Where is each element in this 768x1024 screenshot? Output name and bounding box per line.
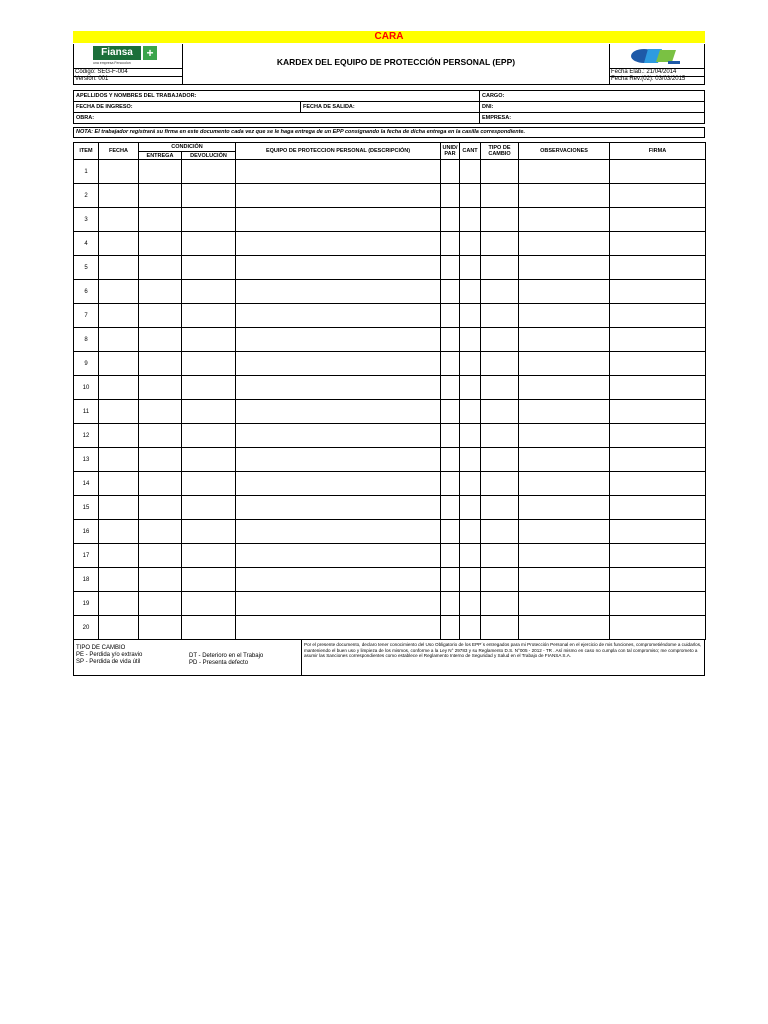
table-row — [74, 424, 706, 448]
table-row — [74, 448, 706, 472]
nota-text: NOTA: El trabajador registrará su firma en este documento cada vez que se le haga entrega de un EPP consignando la fecha de dicha entrega en la casilla correspondiente. — [73, 127, 705, 138]
unid-cell[interactable] — [441, 208, 460, 232]
devolucion-cell[interactable] — [182, 304, 236, 328]
entrega-cell[interactable] — [139, 352, 182, 376]
unid-cell[interactable] — [441, 352, 460, 376]
tipo-cell[interactable] — [481, 568, 519, 592]
devolucion-cell[interactable] — [182, 208, 236, 232]
equipo-cell[interactable] — [236, 592, 441, 616]
item-number: 1 — [74, 160, 99, 184]
entrega-cell[interactable] — [139, 280, 182, 304]
empresa-label[interactable]: EMPRESA: — [482, 115, 512, 121]
fecha-cell[interactable] — [99, 496, 139, 520]
equipo-cell[interactable] — [236, 184, 441, 208]
table-row — [74, 184, 706, 208]
entrega-cell[interactable] — [139, 400, 182, 424]
tipo-cell[interactable] — [481, 304, 519, 328]
devolucion-cell[interactable] — [182, 160, 236, 184]
tipo-cell[interactable] — [481, 472, 519, 496]
cant-cell[interactable] — [460, 208, 481, 232]
item-number: 20 — [74, 616, 99, 640]
firma-cell[interactable] — [610, 280, 706, 304]
kardex-form — [73, 31, 705, 676]
firma-cell[interactable] — [610, 544, 706, 568]
worker-info — [73, 90, 705, 124]
fecha-rev-text: Fecha Rev.(02): 03/03/2015 — [611, 76, 686, 82]
observaciones-cell[interactable] — [519, 592, 610, 616]
observaciones-cell[interactable] — [519, 160, 610, 184]
firma-cell[interactable] — [610, 232, 706, 256]
table-row — [74, 616, 706, 640]
item-number: 2 — [74, 184, 99, 208]
fecha-cell[interactable] — [99, 400, 139, 424]
equipo-cell[interactable] — [236, 568, 441, 592]
table-row — [74, 544, 706, 568]
equipo-cell[interactable] — [236, 352, 441, 376]
devolucion-cell[interactable] — [182, 424, 236, 448]
devolucion-cell[interactable] — [182, 496, 236, 520]
fecha-cell[interactable] — [99, 568, 139, 592]
fecha-cell[interactable] — [99, 448, 139, 472]
fiansa-logo-tagline: una empresa Fenocolon — [93, 61, 131, 65]
cant-cell[interactable] — [460, 424, 481, 448]
devolucion-cell[interactable] — [182, 568, 236, 592]
fecha-cell[interactable] — [99, 592, 139, 616]
fecha-salida-label[interactable]: FECHA DE SALIDA: — [303, 104, 355, 110]
observaciones-cell[interactable] — [519, 400, 610, 424]
fecha-cell[interactable] — [99, 256, 139, 280]
header-fecha: FECHA — [99, 143, 139, 160]
observaciones-cell[interactable] — [519, 520, 610, 544]
unid-cell[interactable] — [441, 496, 460, 520]
table-row — [74, 232, 706, 256]
entrega-cell[interactable] — [139, 616, 182, 640]
devolucion-cell[interactable] — [182, 544, 236, 568]
equipo-cell[interactable] — [236, 472, 441, 496]
observaciones-cell[interactable] — [519, 424, 610, 448]
firma-cell[interactable] — [610, 304, 706, 328]
unid-cell[interactable] — [441, 424, 460, 448]
unid-cell[interactable] — [441, 280, 460, 304]
codigo-text: Código: SEG-F-004 — [75, 69, 128, 75]
observaciones-cell[interactable] — [519, 184, 610, 208]
tipo-cell[interactable] — [481, 400, 519, 424]
dni-label[interactable]: DNI: — [482, 104, 494, 110]
header-cant: CANT — [460, 143, 481, 160]
cant-cell[interactable] — [460, 520, 481, 544]
header-equipo: EQUIPO DE PROTECCION PERSONAL (DESCRIPCIÓN) — [236, 143, 441, 160]
info-row — [74, 113, 704, 123]
unid-cell[interactable] — [441, 544, 460, 568]
tipo-cell[interactable] — [481, 184, 519, 208]
epp-table — [73, 142, 706, 640]
fecha-ingreso-label[interactable]: FECHA DE INGRESO: — [76, 104, 133, 110]
fecha-cell[interactable] — [99, 280, 139, 304]
unid-cell[interactable] — [441, 616, 460, 640]
firma-cell[interactable] — [610, 496, 706, 520]
devolucion-cell[interactable] — [182, 328, 236, 352]
observaciones-cell[interactable] — [519, 208, 610, 232]
form-title: KARDEX DEL EQUIPO DE PROTECCIÓN PERSONAL (EPP) — [276, 57, 516, 67]
fecha-cell[interactable] — [99, 304, 139, 328]
cant-cell[interactable] — [460, 496, 481, 520]
item-number: 11 — [74, 400, 99, 424]
table-row — [74, 160, 706, 184]
firma-cell[interactable] — [610, 184, 706, 208]
firma-cell[interactable] — [610, 352, 706, 376]
item-number: 6 — [74, 280, 99, 304]
cant-cell[interactable] — [460, 448, 481, 472]
devolucion-cell[interactable] — [182, 400, 236, 424]
equipo-cell[interactable] — [236, 616, 441, 640]
fecha-elab-text: Fecha Elab.: 21/04/2014 — [611, 69, 677, 75]
observaciones-cell[interactable] — [519, 232, 610, 256]
cant-cell[interactable] — [460, 160, 481, 184]
equipo-cell[interactable] — [236, 328, 441, 352]
unid-cell[interactable] — [441, 520, 460, 544]
tipo-cell[interactable] — [481, 160, 519, 184]
entrega-cell[interactable] — [139, 232, 182, 256]
devolucion-cell[interactable] — [182, 184, 236, 208]
cant-cell[interactable] — [460, 400, 481, 424]
item-number: 17 — [74, 544, 99, 568]
observaciones-cell[interactable] — [519, 304, 610, 328]
tipo-cell[interactable] — [481, 352, 519, 376]
table-row — [74, 472, 706, 496]
equipo-cell[interactable] — [236, 448, 441, 472]
unid-cell[interactable] — [441, 160, 460, 184]
fecha-cell[interactable] — [99, 208, 139, 232]
version-text: Versión: 001 — [75, 76, 109, 82]
devolucion-cell[interactable] — [182, 472, 236, 496]
table-row — [74, 280, 706, 304]
firma-cell[interactable] — [610, 160, 706, 184]
fecha-cell[interactable] — [99, 184, 139, 208]
tipo-cell[interactable] — [481, 496, 519, 520]
header-tipo: TIPO DE CAMBIO — [481, 143, 519, 160]
fecha-cell[interactable] — [99, 328, 139, 352]
unid-cell[interactable] — [441, 592, 460, 616]
unid-cell[interactable] — [441, 376, 460, 400]
tipo-cell[interactable] — [481, 592, 519, 616]
firma-cell[interactable] — [610, 256, 706, 280]
fecha-cell[interactable] — [99, 352, 139, 376]
legend-pd: PD - Presenta defecto — [189, 660, 249, 666]
table-row — [74, 376, 706, 400]
devolucion-cell[interactable] — [182, 616, 236, 640]
devolucion-cell[interactable] — [182, 376, 236, 400]
observaciones-cell[interactable] — [519, 616, 610, 640]
cant-cell[interactable] — [460, 616, 481, 640]
tipo-cell[interactable] — [481, 616, 519, 640]
devolucion-cell[interactable] — [182, 280, 236, 304]
unid-cell[interactable] — [441, 448, 460, 472]
table-row — [74, 496, 706, 520]
obra-label[interactable]: OBRA: — [76, 115, 95, 121]
equipo-cell[interactable] — [236, 256, 441, 280]
equipo-cell[interactable] — [236, 304, 441, 328]
cant-cell[interactable] — [460, 544, 481, 568]
table-row — [74, 304, 706, 328]
table-row — [74, 520, 706, 544]
devolucion-cell[interactable] — [182, 448, 236, 472]
firma-cell[interactable] — [610, 520, 706, 544]
table-row — [74, 592, 706, 616]
firma-cell[interactable] — [610, 568, 706, 592]
entrega-cell[interactable] — [139, 304, 182, 328]
item-number: 7 — [74, 304, 99, 328]
entrega-cell[interactable] — [139, 208, 182, 232]
equipo-cell[interactable] — [236, 160, 441, 184]
cara-banner: CARA — [73, 31, 705, 43]
unid-cell[interactable] — [441, 304, 460, 328]
tipo-cell[interactable] — [481, 424, 519, 448]
tipo-cell[interactable] — [481, 208, 519, 232]
firma-cell[interactable] — [610, 472, 706, 496]
unid-cell[interactable] — [441, 232, 460, 256]
cant-cell[interactable] — [460, 232, 481, 256]
unid-cell[interactable] — [441, 568, 460, 592]
firma-cell[interactable] — [610, 376, 706, 400]
cant-cell[interactable] — [460, 256, 481, 280]
entrega-cell[interactable] — [139, 376, 182, 400]
table-row — [74, 352, 706, 376]
observaciones-cell[interactable] — [519, 568, 610, 592]
legend-title: TIPO DE CAMBIO — [76, 645, 126, 651]
observaciones-cell[interactable] — [519, 280, 610, 304]
equipo-cell[interactable] — [236, 424, 441, 448]
tl-company-logo-icon — [622, 46, 684, 66]
firma-cell[interactable] — [610, 328, 706, 352]
observaciones-cell[interactable] — [519, 328, 610, 352]
tipo-cell[interactable] — [481, 328, 519, 352]
header-observaciones: OBSERVACIONES — [519, 143, 610, 160]
firma-cell[interactable] — [610, 616, 706, 640]
firma-cell[interactable] — [610, 424, 706, 448]
cant-cell[interactable] — [460, 304, 481, 328]
entrega-cell[interactable] — [139, 448, 182, 472]
observaciones-cell[interactable] — [519, 496, 610, 520]
equipo-cell[interactable] — [236, 376, 441, 400]
info-row — [74, 102, 704, 113]
unid-cell[interactable] — [441, 400, 460, 424]
tipo-cell[interactable] — [481, 520, 519, 544]
header-devolucion: DEVOLUCIÓN — [182, 152, 236, 160]
equipo-cell[interactable] — [236, 544, 441, 568]
unid-cell[interactable] — [441, 328, 460, 352]
devolucion-cell[interactable] — [182, 352, 236, 376]
observaciones-cell[interactable] — [519, 472, 610, 496]
unid-cell[interactable] — [441, 472, 460, 496]
observaciones-cell[interactable] — [519, 256, 610, 280]
devolucion-cell[interactable] — [182, 520, 236, 544]
fiansa-logo-word: Fiansa — [93, 46, 141, 60]
observaciones-cell[interactable] — [519, 544, 610, 568]
entrega-cell[interactable] — [139, 424, 182, 448]
legend-pe: PE - Perdida y/o extravio — [76, 652, 143, 658]
observaciones-cell[interactable] — [519, 376, 610, 400]
header-unid: UNID/ PAR — [441, 143, 460, 160]
observaciones-cell[interactable] — [519, 448, 610, 472]
entrega-cell[interactable] — [139, 256, 182, 280]
header-condicion: CONDICIÓN — [139, 143, 236, 152]
cant-cell[interactable] — [460, 352, 481, 376]
entrega-cell[interactable] — [139, 184, 182, 208]
table-body — [74, 160, 706, 640]
table-row — [74, 568, 706, 592]
entrega-cell[interactable] — [139, 328, 182, 352]
devolucion-cell[interactable] — [182, 256, 236, 280]
fecha-cell[interactable] — [99, 520, 139, 544]
firma-cell[interactable] — [610, 592, 706, 616]
tipo-cell[interactable] — [481, 448, 519, 472]
equipo-cell[interactable] — [236, 208, 441, 232]
item-number: 12 — [74, 424, 99, 448]
item-number: 14 — [74, 472, 99, 496]
firma-cell[interactable] — [610, 400, 706, 424]
cant-cell[interactable] — [460, 592, 481, 616]
fecha-cell[interactable] — [99, 616, 139, 640]
cant-cell[interactable] — [460, 376, 481, 400]
item-number: 10 — [74, 376, 99, 400]
devolucion-cell[interactable] — [182, 232, 236, 256]
item-number: 9 — [74, 352, 99, 376]
unid-cell[interactable] — [441, 184, 460, 208]
equipo-cell[interactable] — [236, 232, 441, 256]
entrega-cell[interactable] — [139, 472, 182, 496]
entrega-cell[interactable] — [139, 496, 182, 520]
fecha-cell[interactable] — [99, 232, 139, 256]
declaration-text: Por el presente documento, declaro tener conocimiento del Uso Obligatorio de los EPP´s entregados para mi Protección Personal en el ejercicio de mis funciones, comprometiéndome a cuidarlos, manteniendo el buen uso y limpieza de los mismos, conforme a la Ley N° 29783 y su Reglamento D.S. N°005 - 2012 - TR . Así mismo en caso no cumpla con tal compromiso; me comprometo a asumir las Sanciones correspondientes como establece el Reglamento Interno de Seguridad y Salud en el Trabajo de FIANSA S.A. — [301, 640, 704, 675]
entrega-cell[interactable] — [139, 160, 182, 184]
firma-cell[interactable] — [610, 208, 706, 232]
header-firma: FIRMA — [610, 143, 706, 160]
item-number: 16 — [74, 520, 99, 544]
tipo-cell[interactable] — [481, 256, 519, 280]
header-entrega: ENTREGA — [139, 152, 182, 160]
table-row — [74, 328, 706, 352]
plus-icon: + — [143, 46, 157, 60]
entrega-cell[interactable] — [139, 520, 182, 544]
tipo-cell[interactable] — [481, 376, 519, 400]
item-number: 15 — [74, 496, 99, 520]
cant-cell[interactable] — [460, 184, 481, 208]
cant-cell[interactable] — [460, 568, 481, 592]
tipo-cell[interactable] — [481, 544, 519, 568]
fecha-cell[interactable] — [99, 376, 139, 400]
table-row — [74, 400, 706, 424]
cant-cell[interactable] — [460, 328, 481, 352]
entrega-cell[interactable] — [139, 544, 182, 568]
header-left-block — [74, 44, 183, 84]
info-row — [74, 91, 704, 102]
tipo-cell[interactable] — [481, 232, 519, 256]
equipo-cell[interactable] — [236, 496, 441, 520]
entrega-cell[interactable] — [139, 592, 182, 616]
item-number: 13 — [74, 448, 99, 472]
fecha-cell[interactable] — [99, 472, 139, 496]
legend-sp: SP - Perdida de vida útil — [76, 659, 141, 665]
item-number: 4 — [74, 232, 99, 256]
entrega-cell[interactable] — [139, 568, 182, 592]
firma-cell[interactable] — [610, 448, 706, 472]
item-number: 5 — [74, 256, 99, 280]
form-header — [73, 44, 705, 85]
cant-cell[interactable] — [460, 472, 481, 496]
item-number: 18 — [74, 568, 99, 592]
fiansa-logo — [92, 45, 156, 67]
table-row — [74, 208, 706, 232]
cant-cell[interactable] — [460, 280, 481, 304]
fecha-cell[interactable] — [99, 424, 139, 448]
item-number: 3 — [74, 208, 99, 232]
item-number: 8 — [74, 328, 99, 352]
item-number: 19 — [74, 592, 99, 616]
fecha-cell[interactable] — [99, 160, 139, 184]
header-item: ITEM — [74, 143, 99, 160]
fecha-cell[interactable] — [99, 544, 139, 568]
apellidos-label[interactable]: APELLIDOS Y NOMBRES DEL TRABAJADOR: — [76, 93, 197, 99]
equipo-cell[interactable] — [236, 520, 441, 544]
observaciones-cell[interactable] — [519, 352, 610, 376]
legend-dt: DT - Deterioro en el Trabajo — [189, 653, 264, 659]
table-row — [74, 256, 706, 280]
form-footer — [73, 640, 705, 676]
cargo-label[interactable]: CARGO: — [482, 93, 505, 99]
unid-cell[interactable] — [441, 256, 460, 280]
header-right-block — [609, 44, 704, 84]
equipo-cell[interactable] — [236, 280, 441, 304]
tipo-cell[interactable] — [481, 280, 519, 304]
equipo-cell[interactable] — [236, 400, 441, 424]
devolucion-cell[interactable] — [182, 592, 236, 616]
